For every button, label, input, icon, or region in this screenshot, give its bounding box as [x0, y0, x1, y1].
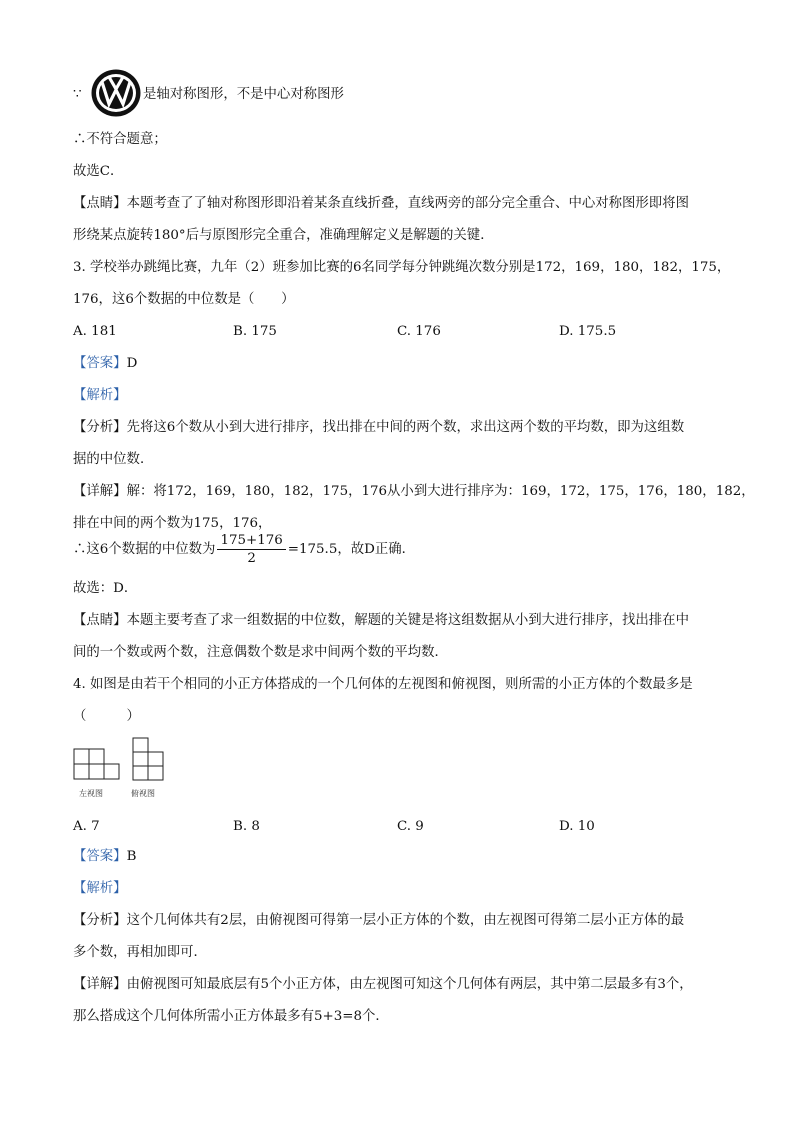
q3-choose-line: 故选：D．: [73, 581, 138, 596]
q3-detail-line-1: 【详解】解：将172，169，180，182，175，176从小到大进行排序为：169，172，175，176，180，182，: [73, 484, 755, 499]
q4-stem-line-1: 4. 如图是由若干个相同的小正方体搭成的一个几何体的左视图和俯视图，则所需的小正方体的个数最多是: [73, 677, 693, 692]
q3-fenxi-line-2: 据的中位数．: [73, 452, 154, 467]
choose-line: 故选C．: [73, 164, 124, 179]
q3-stem-line-1: 3. 学校举办跳绳比赛，九年（2）班参加比赛的6名同学每分钟跳绳次数分别是172，169，180，182，175，: [73, 260, 731, 275]
q3-comment-tag: 【点睛】: [73, 613, 127, 628]
top-view-figure: [132, 737, 166, 782]
because-line: [73, 86, 82, 104]
q4-detail-tag: 【详解】: [73, 977, 127, 992]
therefore-line: ∴不符合题意；: [73, 132, 167, 147]
q3-detail-line-3: ∴这6个数据的中位数为 $\frac{175+176}{2}$ =175.5，故D正确．: [73, 533, 416, 566]
volkswagen-logo-icon: [90, 68, 142, 118]
q3-answer: D: [126, 356, 138, 371]
fraction-denominator: 2: [247, 551, 256, 566]
q4-option-c: C. 9: [397, 819, 424, 834]
q3-fenxi-tag: 【分析】: [73, 420, 127, 435]
q4-detail-line-1: 【详解】由俯视图可知最底层有5个小正方体，由左视图可知这个几何体有两层，其中第二层最多有3个，: [73, 977, 693, 992]
q3-detail-line-2: 排在中间的两个数为175，176，: [73, 516, 272, 531]
q3-comment-line-1: 【点睛】本题主要考查了求一组数据的中位数，解题的关键是将这组数据从小到大进行排序，找出排在中: [73, 613, 689, 628]
q4-answer-tag: 【答案】: [73, 849, 127, 864]
symmetry-statement: 是轴对称图形，不是中心对称图形: [143, 87, 344, 102]
q3-stem-line-2: 176，这6个数据的中位数是（ ）: [73, 292, 295, 307]
q4-fenxi-tag: 【分析】: [73, 913, 127, 928]
q4-fenxi-line-2: 多个数，再相加即可．: [73, 945, 207, 960]
q3-answer-tag: 【答案】: [73, 356, 127, 371]
because-symbol: ∵: [73, 87, 82, 102]
q4-fenxi-line-1: 【分析】这个几何体共有2层，由俯视图可得第一层小正方体的个数，由左视图可得第二层小正方体的最: [73, 913, 685, 928]
q3-answer-line: [73, 355, 137, 373]
top-view-label: 俯视图: [131, 789, 155, 798]
q4-option-b: B. 8: [233, 819, 260, 834]
q4-detail-line-2: 那么搭成这个几何体所需小正方体最多有5+3=8个．: [73, 1009, 389, 1024]
q3-option-b: B. 175: [233, 324, 277, 339]
q4-analysis-tag: 【解析】: [73, 881, 127, 896]
q3-fenxi-line-1: 【分析】先将这6个数从小到大进行排序，找出排在中间的两个数，求出这两个数的平均数，即为这组数: [73, 420, 685, 435]
left-view-figure: [73, 748, 121, 782]
median-fraction: [217, 532, 285, 567]
q4-option-a: A. 7: [73, 819, 100, 834]
left-view-label: 左视图: [79, 789, 103, 798]
comment-line-2: 形绕某点旋转180°后与原图形完全重合，准确理解定义是解题的关键．: [73, 228, 494, 243]
q4-answer-line: [73, 848, 136, 866]
q3-detail-tag: 【详解】: [73, 484, 127, 499]
q3-option-d: D. 175.5: [559, 324, 617, 339]
q3-comment-line-2: 间的一个数或两个数，注意偶数个数是求中间两个数的平均数．: [73, 645, 448, 660]
q3-option-c: C. 176: [397, 324, 441, 339]
q4-option-d: D. 10: [559, 819, 595, 834]
fraction-numerator: 175+176: [217, 532, 285, 550]
q4-answer: B: [126, 849, 137, 864]
q4-stem-line-2: （ ）: [73, 709, 140, 724]
comment-tag: 【点睛】: [73, 196, 127, 211]
q3-option-a: A. 181: [73, 324, 117, 339]
q3-analysis-tag: 【解析】: [73, 388, 127, 403]
comment-line-1: 【点睛】本题考查了了轴对称图形即沿着某条直线折叠，直线两旁的部分完全重合、中心对称图形即将图: [73, 196, 689, 211]
